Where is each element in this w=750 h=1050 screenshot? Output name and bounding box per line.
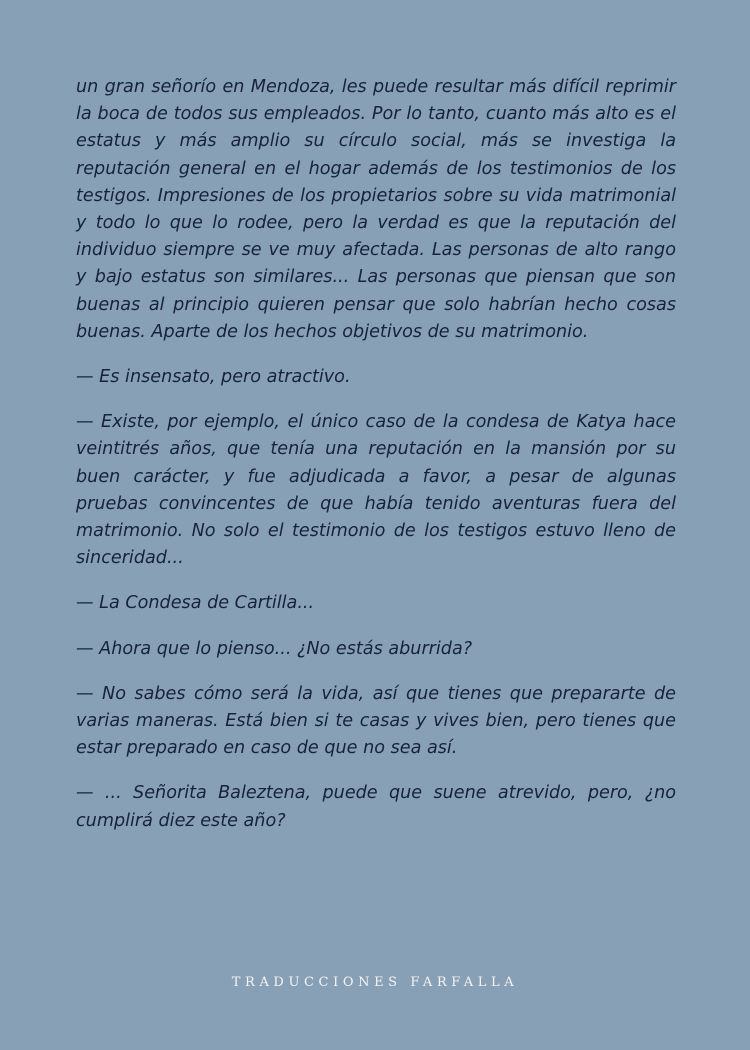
dialogue-line-1: — Es insensato, pero atractivo. xyxy=(76,367,351,388)
paragraph-1: un gran señorío en Mendoza, les puede resultar más difícil reprimir la boca de todos sus empleados. Por lo tanto, cuanto más alto es el estatus y más amplio su círculo social, más se investiga la reputación general en el hogar además de los testimonios de los testigos. Impresiones de los propietarios sobre su vida matrimonial y todo lo que lo rodee, pero la verdad es que la reputación del individuo siempre se ve muy afectada. Las personas de alto rango y bajo estatus son similares... Las personas que piensan que son buenas al principio quieren pensar que solo habrían hecho cosas buenas. Aparte de los hechos objetivos de su matrimonio. xyxy=(76,77,676,342)
dialogue-line-5: — No sabes cómo será la vida, así que tienes que prepararte de varias maneras. Está bien si te casas y vives bien, pero tienes que estar preparado en caso de que no sea así. xyxy=(76,683,676,759)
text-block xyxy=(76,74,676,835)
dialogue-line-2: — Existe, por ejemplo, el único caso de la condesa de Katya hace veintitrés años, que tenía una reputación en la mansión por su buen carácter, y fue adjudicada a favor, a pesar de algunas pruebas convincentes de que había tenido aventuras fuera del matrimonio. No solo el testimonio de los testigos estuvo lleno de sinceridad... xyxy=(76,412,676,569)
translator-credit: TRADUCCIONES FARFALLA xyxy=(231,975,519,990)
dialogue-line-3: — La Condesa de Cartilla... xyxy=(76,593,315,614)
dialogue-line-4: — Ahora que lo pienso... ¿No estás aburrida? xyxy=(76,638,473,659)
dialogue-line-6: — ... Señorita Baleztena, puede que suene atrevido, pero, ¿no cumplirá diez este año? xyxy=(76,783,676,831)
